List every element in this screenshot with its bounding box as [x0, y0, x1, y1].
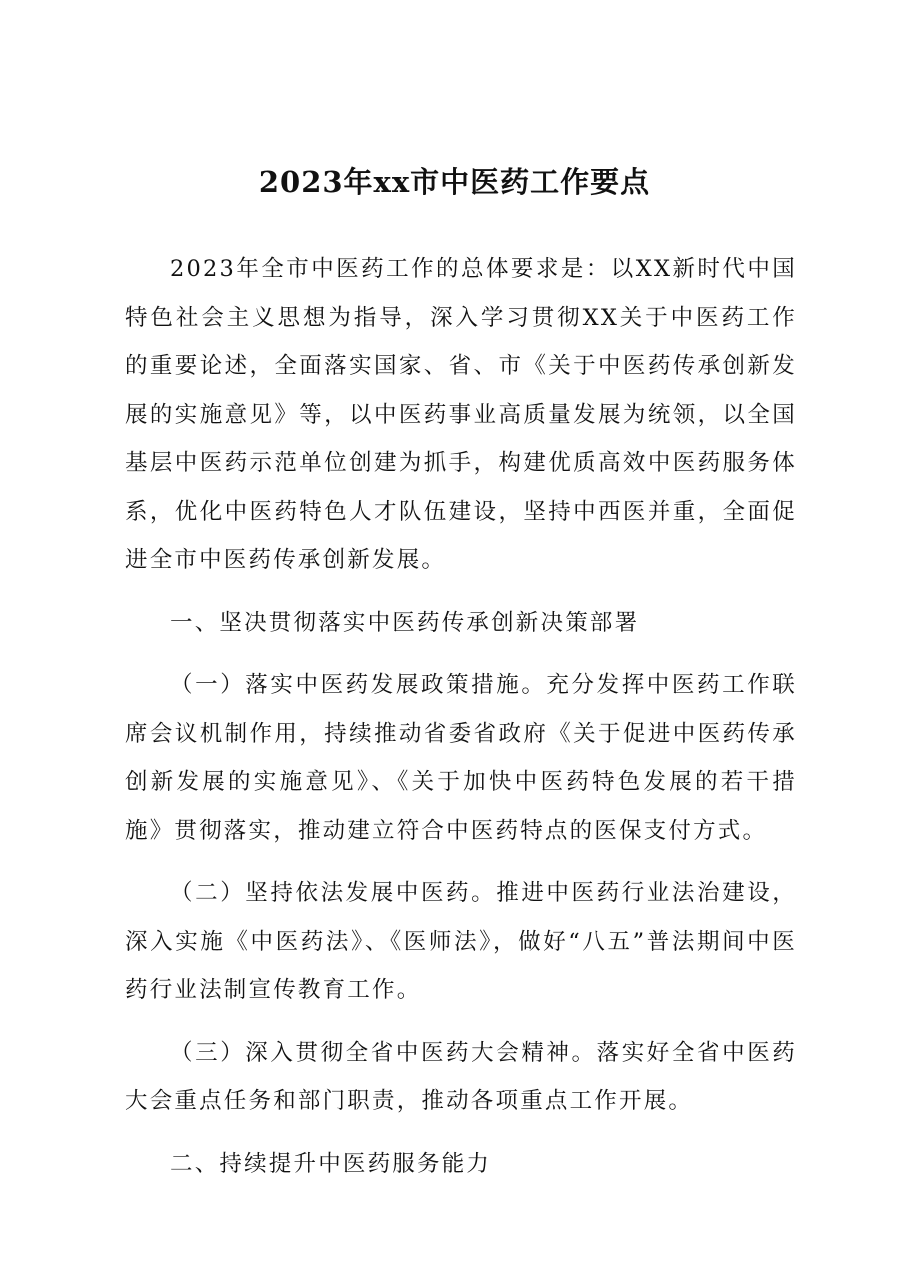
document-body: [125, 245, 797, 1202]
item-paragraph-3: （三）深入贯彻全省中医药大会精神。落实好全省中医药大会重点任务和部门职责，推动各项重点工作开展。: [125, 1039, 797, 1114]
document-title: 2023年xx市中医药工作要点: [258, 165, 651, 199]
intro-paragraph: 2023年全市中医药工作的总体要求是：以XX新时代中国特色社会主义思想为指导，深入学习贯彻XX关于中医药工作的重要论述，全面落实国家、省、市《关于中医药传承创新发展的实施意见》等，以中医药事业高质量发展为统领，以全国基层中医药示范单位创建为抓手，构建优质高效中医药服务体系，优化中医药特色人才队伍建设，坚持中西医并重，全面促进全市中医药传承创新发展。: [125, 256, 797, 573]
item-paragraph-1: （一）落实中医药发展政策措施。充分发挥中医药工作联席会议机制作用，持续推动省委省政府《关于促进中医药传承创新发展的实施意见》、《关于加快中医药特色发展的若干措施》贯彻落实，推动建立符合中医药特点的医保支付方式。: [125, 672, 797, 844]
section-heading-2: 二、持续提升中医药服务能力: [170, 1150, 492, 1177]
item-paragraph-2: （二）坚持依法发展中医药。推进中医药行业法治建设，深入实施《中医药法》、《医师法》，做好“八五”普法期间中医药行业法制宣传教育工作。: [125, 880, 797, 1003]
section-heading-1: 一、坚决贯彻落实中医药传承创新决策部署: [170, 609, 640, 636]
